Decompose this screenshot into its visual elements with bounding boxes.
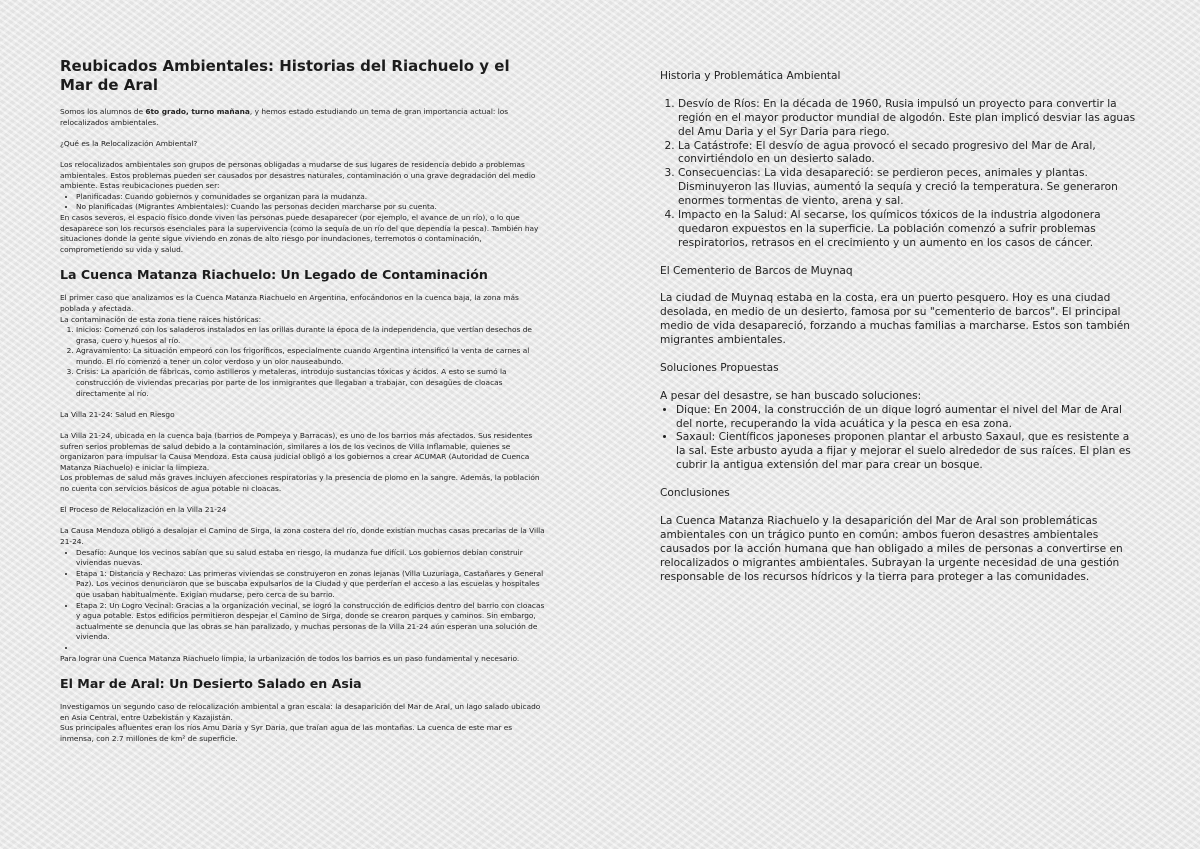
list-item: • Desafío: Aunque los vecinos sabían que su salud estaba en riesgo, la mudanza fue difícil. Los gobiernos debían construir viviendas nuevas. (76, 548, 546, 569)
list-item: • Etapa 1: Distancia y Rechazo: Las primeras viviendas se construyeron en zonas lejanas (Villa Luzuriaga, Castañares y General Paz). Los vecinos denunciaron que se buscaba expulsarlos de la Ciudad y que perderían el acceso a las escuelas y hospitales que usaban habitualmente. Exigían mudarse, pero cerca de su barrio. (76, 569, 546, 601)
cuenca-paragraph-2: La contaminación de esta zona tiene raíces históricas: (60, 314, 262, 324)
historia-title: Historia y Problemática Ambiental (660, 70, 841, 82)
left-page (60, 0, 546, 744)
list-item: 1. Desvío de Ríos: En la década de 1960, Rusia impulsó un proyecto para convertir la región en el mayor productor mundial de algodón. Este plan implicó desviar las aguas del Amu Daria y el Syr Daria para riego. (678, 98, 1140, 140)
proceso-paragraph-1: La Causa Mendoza obligó a desalojar el Camino de Sirga, la zona costera del río, donde existían muchas casas precarias de la Villa 21-24. (60, 526, 545, 546)
list-item: 3. Consecuencias: La vida desapareció: se perdieron peces, animales y plantas. Disminuyeron las lluvias, aumentó la sequía y creció la temperatura. Se generaron enormes tormentas de viento, arena y sal. (678, 167, 1140, 209)
list-item (76, 643, 546, 654)
intro-paragraph: Somos los alumnos de 6to grado, turno mañana, y hemos estado estudiando un tema de gran importancia actual: los relocalizados ambientales. (60, 107, 509, 127)
document-title: Reubicados Ambientales: Historias del Riachuelo y el Mar de Aral (60, 57, 510, 94)
list-item: 1. Inicios: Comenzó con los saladeros instalados en las orillas durante la época de la independencia, que vertían desechos de grasa, cuero y huesos al río. (76, 325, 546, 346)
soluciones-title: Soluciones Propuestas (660, 361, 779, 374)
right-page (660, 0, 1140, 584)
cementerio-paragraph: La ciudad de Muynaq estaba en la costa, era un puerto pesquero. Hoy es una ciudad desolada, en medio de un desierto, famosa por su "cementerio de barcos". El principal medio de vida desapareció, forzando a muchas familias a marcharse. Estos son también migrantes ambientales. (660, 292, 1130, 347)
villa-paragraph-1: La Villa 21-24, ubicada en la cuenca baja (barrios de Pompeya y Barracas), es uno de los barrios más afectados. Sus residentes sufren serios problemas de salud debido a la contaminación, similares a los de los vecinos de Villa Inflamable, quienes se organizaron para impulsar la Causa Mendoza. Esta causa judicial obligó a los gobiernos a crear ACUMAR (Autoridad de Cuenca Matanza Riachuelo) e iniciar la limpieza. (60, 431, 533, 472)
aral-paragraph-2: Sus principales afluentes eran los ríos Amu Daria y Syr Daria, que traían agua de las montañas. La cuenca de este mar es inmensa, con 2.7 millones de km² de superficie. (60, 723, 513, 743)
proceso-list (60, 548, 546, 654)
relocation-paragraph-2: En casos severos, el espacio físico donde viven las personas puede desaparecer (por ejemplo, el avance de un río), o lo que desaparece son los recursos esenciales para la supervivencia (como la sequía de un río del que dependía la pesca). También hay situaciones donde la gente sigue viviendo en zonas de alto riesgo por inundaciones, terremotos o contaminación, comprometiendo su vida y salud. (60, 212, 539, 254)
proceso-paragraph-2: Para lograr una Cuenca Matanza Riachuelo limpia, la urbanización de todos los barrios es un paso fundamental y necesario. (60, 653, 520, 663)
list-item: 2. La Catástrofe: El desvío de agua provocó el secado progresivo del Mar de Aral, convirtiéndolo en un desierto salado. (678, 140, 1140, 168)
list-item: • Dique: En 2004, la construcción de un dique logró aumentar el nivel del Mar de Aral del norte, recuperando la vida acuática y la pesca en esa zona. (676, 404, 1140, 432)
soluciones-paragraph: A pesar del desastre, se han buscado soluciones: (660, 389, 922, 402)
conclusiones-title: Conclusiones (660, 487, 730, 500)
list-item: • No planificadas (Migrantes Ambientales): Cuando las personas deciden marcharse por su cuenta. (76, 202, 546, 213)
relocation-list (60, 192, 546, 213)
list-item: 2. Agravamiento: La situación empeoró con los frigoríficos, especialmente cuando Argentina intensificó la venta de carnes al mundo. El río comenzó a tener un color verdoso y un olor nauseabundo. (76, 346, 546, 367)
intro-bold: 6to grado, turno mañana (145, 107, 250, 116)
villa-paragraph-2: Los problemas de salud más graves incluyen afecciones respiratorias y la presencia de plomo en la sangre. Además, la población no cuenta con servicios básicos de agua potable ni cloacas. (60, 473, 540, 493)
list-item: 3. Crisis: La aparición de fábricas, como astilleros y metaleras, introdujo sustancias tóxicas y ácidos. A esto se sumó la construcción de viviendas precarias por parte de los inmigrantes que llegaban a trabajar, con desagües de cloacas directamente al río. (76, 367, 546, 399)
list-item: • Planificadas: Cuando gobiernos y comunidades se organizan para la mudanza. (76, 192, 546, 203)
cuenca-heading: La Cuenca Matanza Riachuelo: Un Legado de Contaminación (60, 267, 488, 283)
conclusiones-paragraph: La Cuenca Matanza Riachuelo y la desaparición del Mar de Aral son problemáticas ambientales con un trágico punto en común: ambos fueron desastres ambientales causados por la acción humana que han obligado a miles de personas a convertirse en relocalizados o migrantes ambientales. Subrayan la urgente necesidad de una gestión responsable de los recursos hídricos y la tierra para proteger a las comunidades. (660, 514, 1123, 583)
proceso-title: El Proceso de Relocalización en la Villa 21-24 (60, 505, 227, 515)
relocation-paragraph: Los relocalizados ambientales son grupos de personas obligadas a mudarse de sus lugares de residencia debido a problemas ambientales. Estos problemas pueden ser causados por desastres naturales, contaminación o una grave degradación del medio ambiente. Estas reubicaciones pueden ser: (60, 159, 536, 191)
list-item: • Saxaul: Científicos japoneses proponen plantar el arbusto Saxaul, que es resistente a la sal. Este arbusto ayuda a fijar y mejorar el suelo alrededor de sus raíces. El plan es cubrir la antigua extensión del mar para crear un bosque. (676, 431, 1140, 473)
aral-heading: El Mar de Aral: Un Desierto Salado en Asia (60, 676, 362, 692)
list-item: • Etapa 2: Un Logro Vecinal: Gracias a la organización vecinal, se logró la construcción de edificios dentro del barrio con cloacas y agua potable. Estos edificios permitieron despejar el Camino de Sirga, donde se crearon parques y caminos. Sin embargo, actualmente se denuncia que las obras se han paralizado, y muchas personas de la Villa 21-24 aún esperan una solución de vivienda. (76, 601, 546, 643)
aral-paragraph-1: Investigamos un segundo caso de relocalización ambiental a gran escala: la desaparición del Mar de Aral, un lago salado ubicado en Asia Central, entre Uzbekistán y Kazajistán. (60, 702, 541, 722)
villa-title: La Villa 21-24: Salud en Riesgo (60, 409, 175, 419)
cementerio-title: El Cementerio de Barcos de Muynaq (660, 264, 853, 277)
cuenca-paragraph-1: El primer caso que analizamos es la Cuenca Matanza Riachuelo en Argentina, enfocándonos en la cuenca baja, la zona más poblada y afectada. (60, 293, 519, 313)
historia-list (660, 98, 1140, 251)
relocation-question-title: ¿Qué es la Relocalización Ambiental? (60, 138, 198, 148)
list-item: 4. Impacto en la Salud: Al secarse, los químicos tóxicos de la industria algodonera quedaron expuestos en la superficie. La población comenzó a sufrir problemas respiratorios, retrasos en el crecimiento y un aumento en los casos de cáncer. (678, 209, 1140, 251)
soluciones-list (660, 404, 1140, 474)
cuenca-history-list (60, 325, 546, 399)
